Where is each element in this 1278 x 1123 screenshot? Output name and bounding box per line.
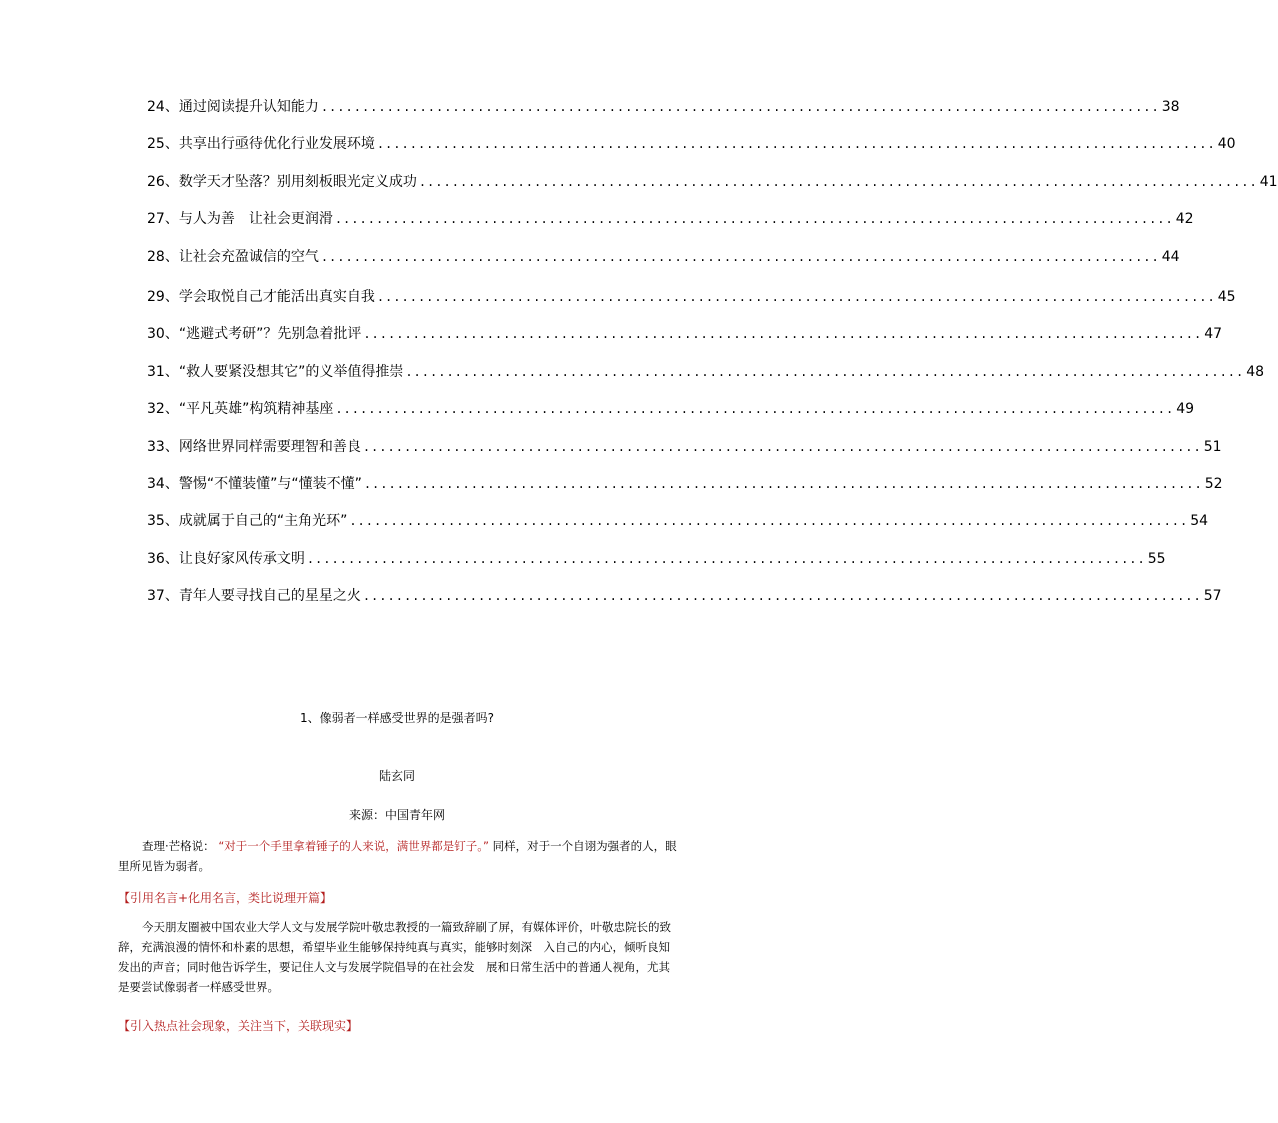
toc-entry-title: 28、让社会充盈诚信的空气 xyxy=(147,248,319,265)
toc-leader-dots: ...................................................................................................... xyxy=(362,439,1202,454)
toc-entry-title: 34、警惕“不懂装懂”与“懂装不懂” xyxy=(147,476,362,492)
toc-entry[interactable] xyxy=(147,585,1222,607)
toc-entry[interactable] xyxy=(147,548,1166,570)
toc-entry-page: 55 xyxy=(1147,550,1166,567)
toc-entry-title: 36、让良好家风传承文明 xyxy=(147,550,305,567)
toc-entry-title: 32、“平凡英雄”构筑精神基座 xyxy=(147,401,334,418)
toc-leader-dots: ...................................................................................................... xyxy=(362,589,1202,604)
toc-leader-dots: ...................................................................................................... xyxy=(363,327,1203,342)
toc-entry-page: 44 xyxy=(1161,248,1180,265)
toc-entry-page: 42 xyxy=(1175,211,1194,228)
toc-entry-page: 47 xyxy=(1204,326,1223,343)
toc-entry-page: 41 xyxy=(1259,173,1278,190)
quote-text: “对于一个手里拿着锤子的人来说，满世界都是钉子。” xyxy=(218,839,489,853)
toc-entry-title: 30、“逃避式考研”？先别急着批评 xyxy=(147,326,362,343)
toc-entry-title: 25、共享出行亟待优化行业发展环境 xyxy=(147,136,375,153)
quote-suffix: 同样，对于一个自诩为强者的人，眼里所见皆为弱者。 xyxy=(118,839,677,873)
toc-entry-page: 45 xyxy=(1217,289,1236,305)
toc-entry[interactable] xyxy=(147,208,1194,230)
article-title: 1、像弱者一样感受世界的是强者吗? xyxy=(299,711,494,725)
toc-leader-dots: ...................................................................................................... xyxy=(363,477,1203,491)
quote-prefix: 查理·芒格说： xyxy=(142,839,215,853)
toc-entry-page: 38 xyxy=(1161,99,1180,115)
toc-entry[interactable] xyxy=(147,133,1236,155)
paragraph-2: 今天朋友圈被中国农业大学人文与发展学院叶敬忠教授的一篇致辞刷了屏，有媒体评价，叶敬忠院长的致辞，充满浪漫的情怀和朴素的思想，希望毕业生能够保持纯真与真实，能够时刻深 入自己的内心，倾听良知发出的声音；同时他告诉学生，要记住人文与发展学院倡导的在社会发 展和日常生活中的普通人视角，尤其是要尝试像弱者一样感受世界。 xyxy=(118,920,671,994)
source: 来源：中国青年网 xyxy=(348,808,445,822)
toc-entry[interactable] xyxy=(147,436,1222,458)
toc-entry-title: 26、数学天才坠落？别用刻板眼光定义成功 xyxy=(147,173,417,190)
toc-entry-title: 24、通过阅读提升认知能力 xyxy=(147,99,319,115)
toc-entry[interactable] xyxy=(147,473,1223,495)
toc-leader-dots: ...................................................................................................... xyxy=(418,174,1258,189)
toc-entry-page: 51 xyxy=(1203,438,1222,455)
opening-quote-paragraph xyxy=(118,836,678,876)
comment-1: 【引用名言+化用名言，类比说理开篇】 xyxy=(118,891,333,905)
toc-leader-dots: ...................................................................................................... xyxy=(349,514,1189,529)
toc-entry-page: 40 xyxy=(1217,136,1236,153)
toc-leader-dots: ...................................................................................................... xyxy=(320,249,1160,264)
toc-leader-dots: ...................................................................................................... xyxy=(335,402,1175,417)
toc-entry-page: 54 xyxy=(1190,513,1209,530)
toc-entry-page: 48 xyxy=(1246,363,1265,380)
toc-entry-page: 57 xyxy=(1203,588,1222,605)
toc-entry-title: 33、网络世界同样需要理智和善良 xyxy=(147,438,361,455)
toc-leader-dots: ...................................................................................................... xyxy=(320,100,1160,114)
toc-leader-dots: ...................................................................................................... xyxy=(405,364,1245,379)
toc-leader-dots: ...................................................................................................... xyxy=(306,551,1146,566)
toc-entry[interactable] xyxy=(147,171,1278,193)
toc-entry-page: 52 xyxy=(1204,476,1223,492)
toc-entry[interactable] xyxy=(147,323,1223,345)
toc-entry[interactable] xyxy=(147,361,1265,383)
toc-entry[interactable] xyxy=(147,246,1180,268)
toc-entry-title: 27、与人为善 让社会更润滑 xyxy=(147,211,333,228)
toc-entry-title: 31、“救人要紧没想其它”的义举值得推崇 xyxy=(147,363,404,380)
comment-2: 【引入热点社会现象，关注当下，关联现实】 xyxy=(118,1019,359,1033)
toc-leader-dots: ...................................................................................................... xyxy=(376,137,1216,152)
toc-entry[interactable] xyxy=(147,510,1209,532)
toc-entry-title: 37、青年人要寻找自己的星星之火 xyxy=(147,588,361,605)
author: 陆玄同 xyxy=(378,769,415,783)
toc-entry-title: 35、成就属于自己的“主角光环” xyxy=(147,513,348,530)
toc-leader-dots: ...................................................................................................... xyxy=(376,290,1216,304)
toc-entry[interactable] xyxy=(147,96,1180,118)
toc-entry-page: 49 xyxy=(1176,401,1195,418)
toc-leader-dots: ...................................................................................................... xyxy=(334,212,1174,227)
toc-entry[interactable] xyxy=(147,286,1236,308)
toc-entry[interactable] xyxy=(147,398,1195,420)
toc-entry-title: 29、学会取悦自己才能活出真实自我 xyxy=(147,289,375,305)
